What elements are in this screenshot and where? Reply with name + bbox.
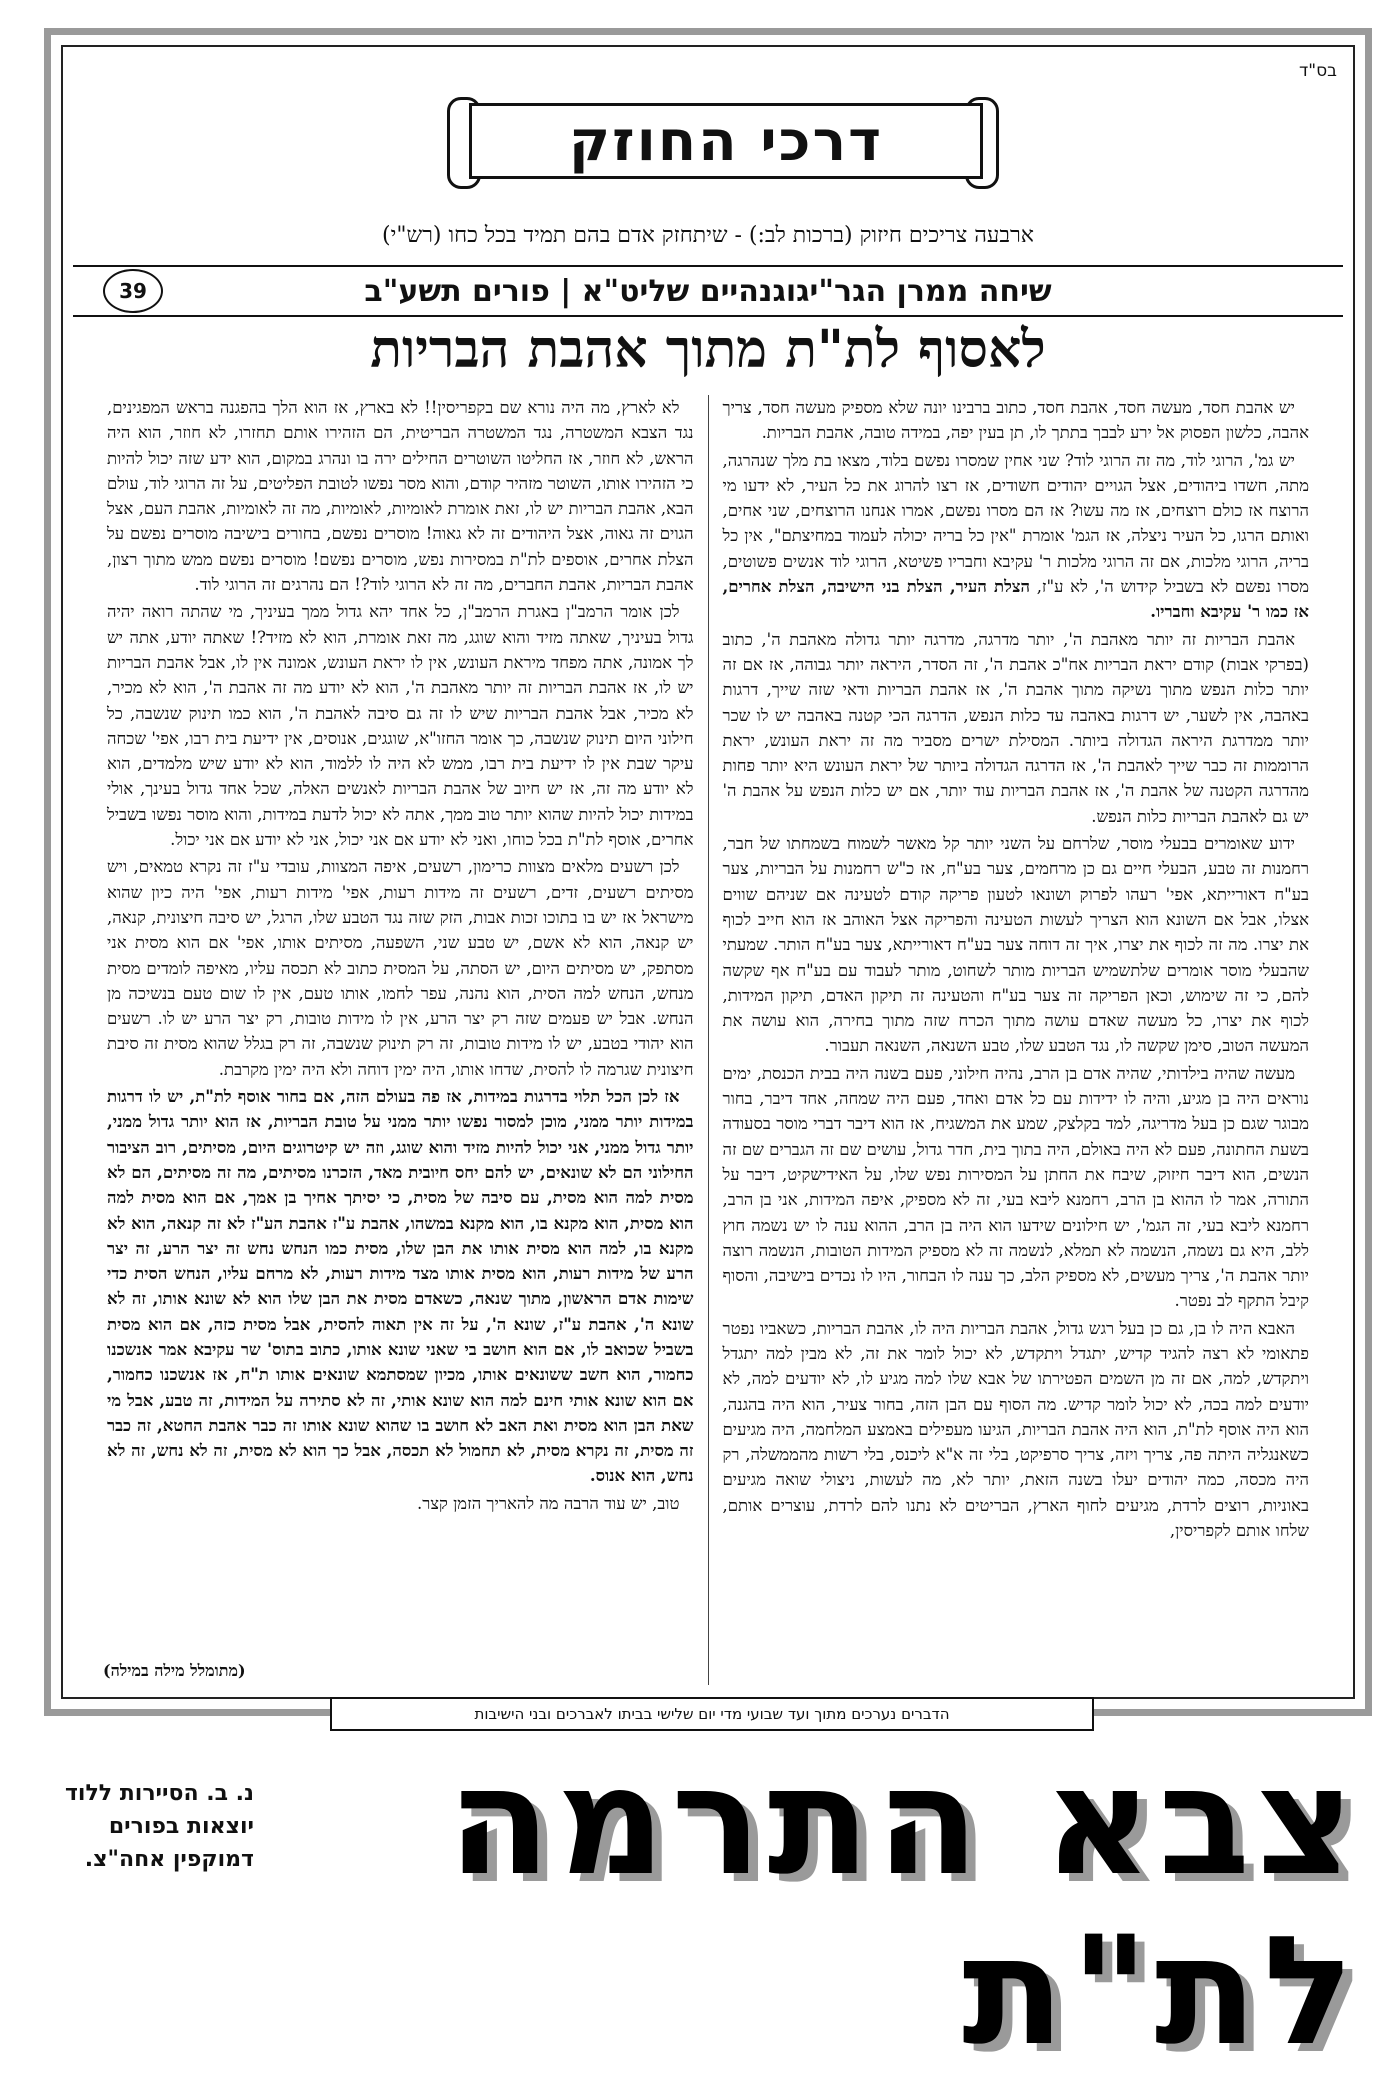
page-title: דרכי החוזק	[568, 108, 884, 174]
article-columns	[93, 395, 1323, 1685]
title-scroll	[443, 87, 1003, 197]
paragraph-text: יש גמ', הרוגי לוד, מה זה הרוגי לוד? שני אחין שמסרו נפשם בלוד, מצאו בת מלך שנהרגה, מתה, חשדו ביהודים, אצל הגויים יהודים חשודים, אז רצו להרוג את כל העיר, לא ידעו מי הרוצח אז כולם רוצחים, אז מה עשו? אז הם מסרו נפשם, אמרו אנחנו הרוצחים, שני אחים, ואותם הרגו, כל העיר ניצלה, אז הגמ' אומרת "אין כל בריה יכולה לעמוד במחיצתם", אין כל בריה, הרוגי מלכות, אם זה הרוגי מלכות ר' עקיבא וחבריו פשיטא, הרוגי לוד אנשים פשוטים, מסרו נפשם לא בשביל קידוש ה', לא ע"ז,	[722, 450, 1310, 597]
paragraph: יש אהבת חסד, מעשה חסד, אהבת חסד, כתוב ברבינו יונה שלא מספיק מעשה חסד, צריך אהבה, כלשון הפסוק אל ירע לבבך בתתך לו, תן בעין יפה, במידה טובה, אהבת הבריות.	[722, 398, 1309, 443]
paragraph-bold: הצלת העיר, הצלת בני הישיבה, הצלת אחרים, אז כמו ר' עקיבא וחבריו.	[722, 577, 1309, 622]
paragraph: אהבת הבריות זה יותר מאהבת ה', יותר מדרגה, מדרגה יותר גדולה מאהבת ה', כתוב (בפרקי אבות) קודם יראת הבריות אח"כ אהבת ה', זה הסדר, היראה יותר גבוהה, אז אם זה יותר כלות הנפש מתוך נשיקה מתוך אהבת ה', אז אהבת הבריות ודאי שזה שייך, דרגות באהבה, אין לשער, יש דרגות באהבה עד כלות הנפש, הדרגה הכי קטנה באהבה יש לו שכר יותר ממדרגת היראה הגדולה ביותר. המסילת ישרים מסביר מה זה יראת העונש, יראת הרוממות זה כבר שייך לאהבת ה', אז הדרגה הגדולה ביותר של יראת העונש היא יותר פחות מהדרגה הקטנה של אהבת ה', אז אהבת הבריות עוד יותר, אם יש כלות הנפש על אהבת ה' יש גם לאהבת הבריות כלות הנפש.	[722, 629, 1309, 826]
topic-text: שיחה ממרן הגר"יגוגנהיים שליט"א | פורים תשע"ב	[364, 273, 1052, 309]
banner-text: צבא התרמה לת"ת	[447, 1735, 1360, 2079]
paragraph: מעשה שהיה בילדותי, שהיה אדם בן הרב, נהיה חילוני, פעם בשנה היה בבית הכנסת, ימים נוראים היה בן מגיע, והיה לו ידידות עם כל אדם ואחד, פעם היה שמחה, אחד דיבר, בחור מבוגר שגם כן בעל מדריגה, למד בקלצק, שמע את המשגיח, אז הוא דיבר דברי מוסר בסעודה בשעת החתונה, פעם לא היה באולם, היה בתוך בית, חדר גדול, עושים שם זה הגברים שם זה הנשים, הוא דיבר חיזוק, שיבח את החתן על המסירות נפש שלו, על האידישקיט, דיבר על התורה, אמר לו ההוא בן הרב, רחמנא ליבא בעי, זה לא מספיק, איפה המידות, אני בן הרב, רחמנא ליבא בעי, זה הגמ', יש חילונים שידעו הוא היה בן הרב, ההוא ענה לו יש נשמה חוץ ללב, היא גם נשמה, הנשמה לא תמלא, לנשמה זה לא מספיק המידות הטובות, הנשמה רוצה יותר אהבת ה', צריך מעשים, לא מספיק הלב, כך ענה לו הבחור, היו לו נכדים בישיבה, והסוף קיבל התקף לב נפטר.	[722, 1063, 1309, 1311]
paragraph: ידוע שאומרים בבעלי מוסר, שלרחם על השני יותר קל מאשר לשמוח בשמחתו של חבר, רחמנות זה טבע, הבעלי חיים גם כן מרחמים, צער בע"ח, אז כ"ש רחמנות על הבריות, צער בע"ח דאורייתא, אפי' רעהו לפרוק ושונאו לטעון פריקה קודם לטעינה אם שניהם שווים אצלו, אבל אם השונא הוא הצריך לעשות הטעינה והפריקה אצל האוהב אז הוא חייב לכוף את יצרו. מה זה לכוף את יצרו, איך זה דוחה צער בע"ח דאורייתא, צער בע"ח הותר. שמעתי שהבעלי מוסר אומרים שלתשמיש הבריות מותר לשחוט, מותר לעבוד עם בע"ח אף שקשה להם, כי זה שימוש, וכאן הפריקה זה צער בע"ח והטעינה זה תיקון האדם, תיקון המידות, לכוף את יצרו, כל מעשה שאדם עושה מתוך הכרח שזה מתוך בחירה, הוא עושה את המעשה הטוב, סימן שקשה לו, נגד הטבע שלו, טבע השנאה, השנאה תעבור.	[722, 834, 1309, 1056]
inner-frame	[61, 45, 1355, 1699]
headline: לאסוף לת"ת מתוך אהבת הבריות	[370, 319, 1046, 380]
paragraph: לכן רשעים מלאים מצוות כרימון, רשעים, איפה המצוות, עובדי ע"ז זה נקרא טמאים, ויש מסיתים רשעים, זדים, רשעים זה מידות רעות, אפי' מידות רעות, אפי' היה כיון שהוא מישראל אז יש בו בתוכו זכות אבות, הזק שזה נגד הטבע שלו, הרגל, יש סיבה חיצונית, קנאה, יש קנאה, הוא לא אשם, יש טבע שני, השפעה, מסיתים אותו, אפי' אם הוא מסית אני מסתפק, יש מסיתים היום, יש הסתה, על המסית כתוב לא תכסה עליו, מאיפה לומדים מסית מנחש, הנחש למה הסית, הוא נהנה, עפר לחמו, אותו טעם, אין לו שום טעם בנשיכה מן הנחש. אבל יש פעמים שזה רק יצר הרע, אין לו מידות טובות, רק יצר הרע יש לו. רשעים הוא יהודי בטבע, יש לו מידות טובות, זה רק תינוק שנשבה, זה רק בגלל שהוא מסית זה סיבת חיצונית שגרמה לו להסית, שדחו אותו, היה ימין דוחה ולא היה ימין מקרבת.	[107, 857, 694, 1079]
paragraph: אז לכן הכל תלוי בדרגות במידות, אז פה בעולם הזה, אם בחור אוסף לת"ת, יש לו דרגות במידות יותר ממני, מוכן למסור נפשו יותר ממני על טובת הבריות, אז הוא יותר גדול ממני, יותר גדול ממני, אני יכול להיות מזיד והוא שוגג, וזה יש קיטרוגים היום, מסיתים, רוב הציבור החילוני הם לא שונאים, יש להם יחס חיובית מאד, הזכרנו מסיתים, מה זה מסיתים, הם לא מסית למה הוא מסית, עם סיבה של מסית, כי יסיתך אחיך בן אמך, אם הוא מסית למה הוא מסית, הוא מקנא בו, הוא מקנא במשהו, אהבת ע"ז אהבת הע"ז לא זה קנאה, הוא לא מקנא בו, למה הוא מסית אותו את הבן שלו, מסית כמו הנחש נחש זה יצר הרע, זה יצר הרע של מידות רעות, הוא מסית אותו מצד מידות רעות, לא מרחם עליו, הנחש הסית כדי שימות אדם הראשון, מתוך שנאה, כשאדם מסית את הבן שלו הוא לא שונא אותו, זה לא שונא ה', אהבת ע"ז, שונא ה', על זה אין תאוה להסית, אבל מסית כזה, אם הוא מסית בשביל שכואב לו, אם הוא חושב בי שאני שונא אותו, כתוב בתוס' שר עקיבא אמר אנשכנו כחמור, הוא חשב ששונאים אותו, מכיון שמסתמא שונאים אותו ת"ח, אז אנשכנו כחמור, אם הוא שונא אותי חינם למה הוא שונא אותי, זה לא סתירה על המידות, זה טבע, אבל מי שאת הבן הוא מסית ואת האב לא חושב בו שהוא שונא אותו זה כבר אהבת החטא, זה כבר זה מסית, זה נקרא מסית, לא תחמול לא תכסה, אבל כך הוא לא מסית, זה לא נחש, זה לא נחש, הוא אנוס.	[107, 1087, 694, 1486]
paragraph	[723, 448, 1310, 625]
side-note-line: נ. ב. הסיירות ללוד	[64, 1781, 254, 1806]
title-box	[469, 103, 983, 179]
paragraph: האבא היה לו בן, גם כן בעל רגש גדול, אהבת הבריות היה לו, אהבת הבריות, כשאביו נפטר פתאומי לא רצה להגיד קדיש, יתגדל ויתקדש, לא יכול לומר את זה, לא מבין למה יתגדל ויתקדש, למה, אם זה מן השמים הפטירתו של אבא שלו למה מגיע לו, לא יודעים למה, לא יודעים למה בכה, לא יכול לומר קדיש. מה הסוף עם הבן הזה, בחור צעיר, הוא היה בהגנה, הוא היה אוסף לת"ת, הוא היה אהבת הבריות, הגיעו מעפילים באמצע המלחמה, היה מגיעים כשאנגליה היתה פה, צריך ויזה, צריך סרפיקט, בלי זה א"א ליכנס, בלי רשות מהממשלה, רק היה מכסה, כמה יהודים יעלו בשנה הזאת, יותר לא, מה לעשות, ניצולי שואה מגיעים באוניות, רוצים לרדת, מגיעים לחוף הארץ, הבריטים לא נתנו להם לרדת, עוצרים אותם, שלחו אותם לקפריסין,	[722, 1318, 1309, 1541]
issue-number-badge: 39	[103, 269, 163, 313]
side-note-line: דמוקפין אחה"צ.	[84, 1847, 254, 1872]
paragraph: לא לארץ, מה היה נורא שם בקפריסין!! לא בארץ, אז הוא הלך בהפגנה בראש המפגינים, נגד הצבא המשטרה, נגד המשטרה הבריטית, הם הזהירו אותם תחזרו, לא חוזר, הוא היה הראש, לא חוזר, אז החליטו השוטרים החילים ירה בו ונהרג במקום, הוא ידע שזה יכול להיות כי הזהירו אותו, השוטר מזהיר קודם, והוא מסר נפשו לטובת הפליטים, על זה הרוגי לוד, עולם הבא, אהבת הבריות יש לו, זאת אומרת לאומיות, לאומיות, מה זה לאומיות, אהבת העם, אצל הגוים זה גאוה, אצל היהודים זה לא גאוה! מוסרים נפשם, בחורים בישיבה מוסרים נפשם על הצלת אחרים, אוספים לת"ת במסירות נפש, מוסרים נפשם! מוסרים נפשם ממש מתוך רצון, אהבת הבריות, אהבת החברים, מה זה לא הרוגי לוד?! הם נהרגים זה הרוגי לוד.	[107, 398, 694, 595]
topic-bar	[73, 265, 1343, 317]
bottom-banner	[0, 1735, 1400, 2079]
page-frame	[44, 28, 1372, 1716]
paragraph: לכן אומר הרמב"ן באגרת הרמב"ן, כל אחד יהא גדול ממך בעיניך, מי שהתה רואה יהיה גדול בעיניך, שאתה מזיד והוא שוגג, מה זאת אומרת, הוא לא מזיד?! שאתה יודע, אתה יש לך אמונה, אתה מפחד מיראת העונש, אין לו יראת העונש, אמונה אין לו, אבל אהבת הבריות יש לו, אז אהבת הבריות זה יותר מאהבת ה', הוא לא יודע מה זה אהבת ה', הוא לא מכיר, לא מכיר, אבל אהבת הבריות שיש לו זה גם סיבה לאהבת ה', הוא כמו תינוק שנשבה, כל חילוני היום תינוק שנשבה, כך אומר החזו"א, שוגגים, אנוסים, אין ידיעת בית רבו, אפי' שכחה עיקר שבת אין לו ידיעת בית רבו, ממש לא היה לו ללמוד, הוא לא יודע שיש מלמדים, הוא לא יודע מה זה, אז יש חיוב של אהבת הבריות לאנשים האלה, שכל אחד גדול בעינך, אולי במידות יכול להיות שהוא יותר טוב ממך, אתה לא יכול לדעת במידות, והוא מוסר נפשו בשביל אחרים, אוסף לת"ת בכל כוחו, ואני לא יודע אם אני יכול, אני לא יודע אם אני יכול.	[107, 602, 694, 850]
bsd-mark: בס"ד	[1299, 61, 1337, 81]
side-note	[44, 1777, 254, 1876]
continued-note: (מתומלל מילה במילה)	[103, 1661, 246, 1680]
subtitle: ארבעה צריכים חיזוק (ברכות לב:) - שיתחזק אדם בהם תמיד בכל כחו (רש"י)	[382, 223, 1034, 248]
side-note-line: יוצאות בפורים	[108, 1814, 254, 1839]
column-left	[93, 395, 709, 1685]
footer-bar: הדברים נערכים מתוך ועד שבועי מדי יום שלישי בביתו לאברכים ובני הישיבות	[330, 1697, 1094, 1731]
column-right	[709, 395, 1324, 1685]
paragraph: טוב, יש עוד הרבה מה להאריך הזמן קצר.	[417, 1493, 680, 1513]
